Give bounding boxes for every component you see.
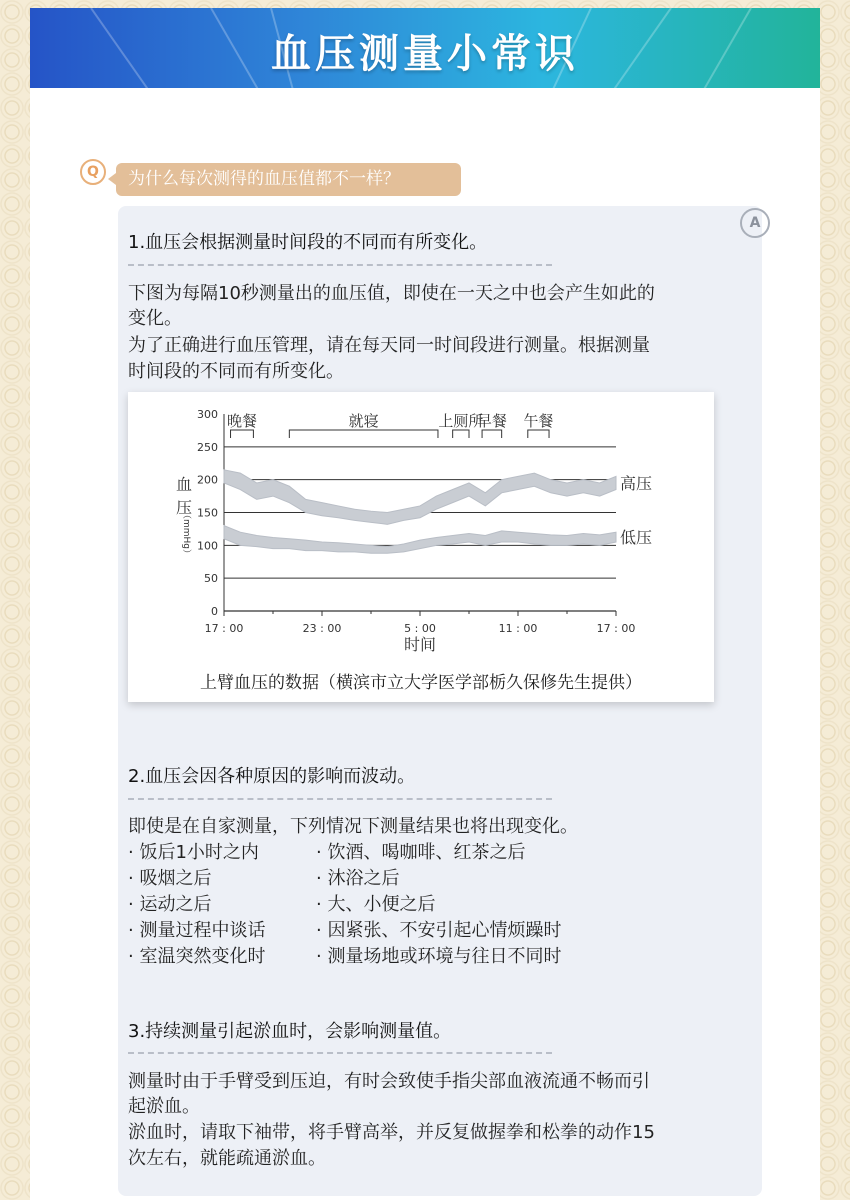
- list-item: · 吸烟之后: [128, 868, 212, 889]
- banner: [30, 8, 820, 88]
- y-tick-label: 150: [197, 506, 218, 520]
- chart-caption: 上臂血压的数据（横滨市立大学医学部栃久保修先生提供）: [200, 673, 642, 693]
- section3-para1-line1: 测量时由于手臂受到压迫，有时会致使手指尖部血液流通不畅而引: [128, 1071, 650, 1092]
- page: [30, 8, 820, 1200]
- blood-pressure-chart: [128, 392, 714, 702]
- y-tick-label: 250: [197, 440, 218, 454]
- x-tick-label: 17 : 00: [204, 622, 244, 635]
- event-label: 早餐: [476, 412, 507, 430]
- x-tick-label: 11 : 00: [498, 622, 538, 635]
- y-tick-label: 0: [211, 605, 218, 618]
- question-badge: Q: [80, 159, 106, 185]
- event-label: 就寝: [348, 412, 379, 430]
- y-axis-label: 血: [175, 475, 193, 494]
- section3-para2-line1: 淤血时，请取下袖带，将手臂高举，并反复做握拳和松拳的动作15: [128, 1122, 655, 1143]
- section1-heading: 1.血压会根据测量时间段的不同而有所变化。: [128, 232, 488, 253]
- x-tick-label: 17 : 00: [596, 622, 636, 635]
- y-axis-unit: （mmHg）: [181, 509, 191, 559]
- list-item: · 因紧张、不安引起心情烦躁时: [316, 920, 562, 941]
- section1-para2-line2: 时间段的不同而有所变化。: [128, 361, 344, 382]
- section1-para2-line1: 为了正确进行血压管理，请在每天同一时间段进行测量。根据测量: [128, 335, 650, 356]
- banner-title: 血压测量小常识: [271, 31, 579, 77]
- event-bracket: [453, 430, 469, 438]
- y-tick-label: 200: [197, 473, 218, 487]
- divider: [128, 798, 552, 800]
- series-band-systolic: [224, 470, 616, 525]
- event-bracket: [482, 430, 502, 438]
- section2-heading: 2.血压会因各种原因的影响而波动。: [128, 766, 416, 787]
- series-band-diastolic: [224, 526, 616, 554]
- x-axis-label: 时间: [403, 635, 437, 654]
- list-item: · 饭后1小时之内: [128, 842, 259, 863]
- x-tick-label: 5 : 00: [404, 622, 436, 635]
- x-tick-label: 23 : 00: [302, 622, 342, 635]
- event-bracket: [289, 430, 438, 438]
- y-axis-label: 压: [175, 498, 193, 517]
- conditions-list-right: [316, 840, 561, 970]
- event-label: 午餐: [523, 412, 554, 430]
- section3-para1-line2: 起淤血。: [128, 1096, 200, 1117]
- section3-para2-line2: 次左右，就能疏通淤血。: [128, 1148, 326, 1169]
- section1-para1-line1: 下图为每隔10秒测量出的血压值，即使在一天之中也会产生如此的: [128, 283, 655, 304]
- list-item: · 测量过程中谈话: [128, 920, 266, 941]
- list-item: · 大、小便之后: [316, 894, 436, 915]
- chart-svg: [128, 392, 714, 662]
- conditions-list-left: [128, 840, 265, 970]
- list-item: · 饮酒、喝咖啡、红茶之后: [316, 842, 526, 863]
- section3-heading: 3.持续测量引起淤血时，会影响测量值。: [128, 1021, 452, 1042]
- y-tick-label: 300: [197, 408, 218, 421]
- section2-intro: 即使是在自家测量，下列情况下测量结果也将出现变化。: [128, 816, 578, 837]
- event-bracket: [528, 430, 549, 438]
- event-label: 上厕所: [438, 412, 484, 430]
- series-label: 低压: [620, 528, 653, 548]
- section1-para1-line2: 变化。: [128, 308, 182, 329]
- list-item: · 沐浴之后: [316, 868, 400, 889]
- list-item: · 室温突然变化时: [128, 946, 266, 967]
- divider: [128, 264, 552, 266]
- divider: [128, 1052, 552, 1054]
- series-label: 高压: [620, 473, 653, 493]
- list-item: · 测量场地或环境与往日不同时: [316, 946, 562, 967]
- event-label: 晚餐: [226, 412, 257, 430]
- y-tick-label: 50: [204, 572, 218, 586]
- answer-badge: A: [740, 208, 770, 238]
- question-text: 为什么每次测得的血压值都不一样？: [116, 163, 461, 196]
- y-tick-label: 100: [197, 539, 218, 553]
- list-item: · 运动之后: [128, 894, 212, 915]
- event-bracket: [231, 430, 254, 438]
